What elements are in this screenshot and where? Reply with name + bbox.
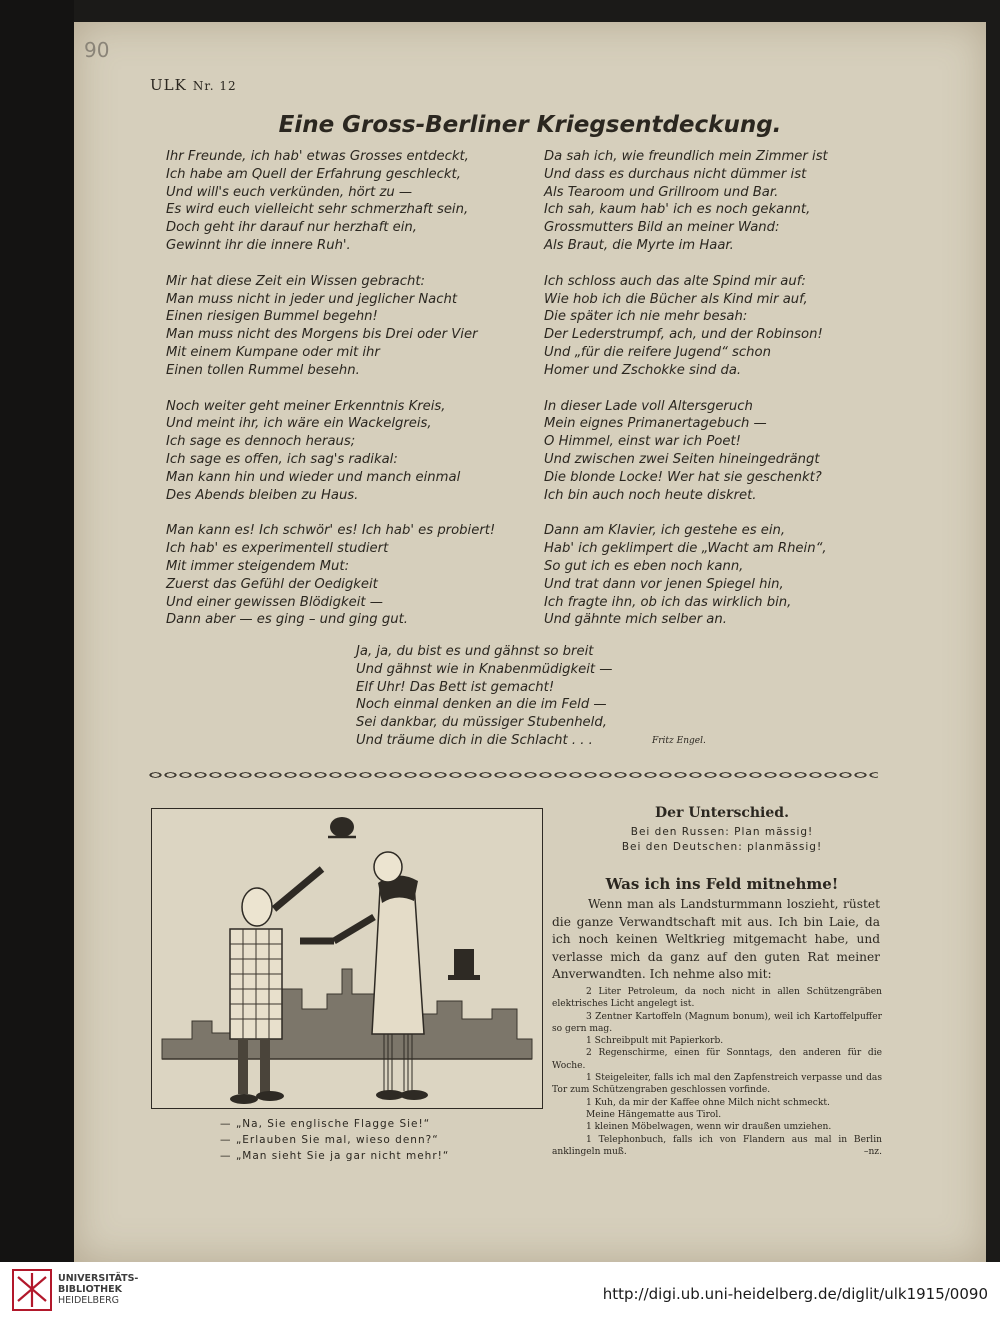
article-signature: –nz.: [863, 1146, 882, 1157]
page-header: [150, 76, 237, 94]
poem-line: Und träume dich in die Schlacht . . .: [356, 732, 593, 748]
poem-line: Und meint ihr, ich wäre ein Wackelgreis,: [166, 416, 432, 432]
issue-number: Nr. 12: [192, 79, 237, 93]
ornamental-divider: [148, 770, 878, 780]
poem-line: Doch geht ihr darauf nur herzhaft ein,: [166, 220, 417, 236]
poem-stanza: [166, 398, 495, 505]
poem-line: Hab' ich geklimpert die „Wacht am Rhein“,: [544, 541, 827, 557]
source-url-link[interactable]: http://digi.ub.uni-heidelberg.de/diglit/ulk1915/0090: [602, 1285, 988, 1303]
cartoon-drawing: [152, 809, 542, 1108]
poem-line: Man kann es! Ich schwör' es! Ich hab' es probiert!: [166, 523, 496, 539]
pencil-page-number: 90: [84, 38, 110, 62]
poem-line: Und will's euch verkünden, hört zu —: [166, 184, 413, 200]
list-item: 3 Zentner Kartoffeln (Magnum bonum), weil ich Kartoffelpuffer so gern mag.: [552, 1011, 882, 1034]
list-item: 1 Steigeleiter, falls ich mal den Zapfenstreich verpasse und das Tor zum Schützengraben geschlossen vorfinde.: [552, 1073, 882, 1096]
poem-stanza: [544, 148, 828, 255]
magazine-name: ULK: [150, 76, 187, 94]
poem-line: Einen riesigen Bummel begehn!: [166, 309, 378, 325]
poem-line: In dieser Lade voll Altersgeruch: [544, 398, 753, 414]
poem-line: Es wird euch vielleicht sehr schmerzhaft sein,: [166, 202, 469, 218]
poem-line: Sei dankbar, du müssiger Stubenheld,: [356, 715, 607, 731]
poem-line: Gewinnt ihr die innere Ruh'.: [166, 237, 351, 253]
caption-line: — „Na, Sie englische Flagge Sie!“: [220, 1118, 431, 1130]
list-item: 1 Schreibpult mit Papierkorb.: [586, 1036, 724, 1047]
poem-line: Ich schloss auch das alte Spind mir auf:: [544, 273, 806, 289]
poem-line: Dann aber — es ging – und ging gut.: [166, 612, 408, 628]
poem-line: Ich sage es offen, ich sag's radikal:: [166, 451, 398, 467]
poem-line: Homer und Zschokke sind da.: [544, 362, 742, 378]
poem-line: Man kann hin und wieder und manch einmal: [166, 469, 461, 485]
list-item: 1 Telephonbuch, falls ich von Flandern aus mal in Berlin anklingeln muß. –nz.: [552, 1134, 882, 1157]
poem-author: Fritz Engel.: [652, 736, 706, 746]
poem-line: Grossmutters Bild an meiner Wand:: [544, 220, 780, 236]
poem-stanza: [544, 398, 828, 505]
poem-stanza: [544, 273, 828, 380]
poem-line: Die blonde Locke! Wer hat sie geschenkt?: [544, 469, 822, 485]
caption-line: — „Erlauben Sie mal, wieso denn?“: [220, 1134, 439, 1146]
list-item: 1 kleinen Möbelwagen, wenn wir draußen umziehen.: [586, 1122, 832, 1133]
scan-background-left: [0, 0, 74, 1262]
cartoon-caption: [220, 1116, 449, 1164]
poem-line: Ich hab' es experimentell studiert: [166, 541, 389, 557]
poem-line: Mir hat diese Zeit ein Wissen gebracht:: [166, 273, 425, 289]
poem-line: Da sah ich, wie freundlich mein Zimmer ist: [544, 149, 828, 164]
poem-line: Und gähnst wie in Knabenmüdigkeit —: [356, 661, 613, 677]
poem-stanza: [166, 522, 495, 629]
list-item: 1 Kuh, da mir der Kaffee ohne Milch nicht schmeckt.: [586, 1097, 830, 1108]
was-ich-list: [552, 986, 882, 1158]
poem-line: Und zwischen zwei Seiten hineingedrängt: [544, 451, 820, 467]
library-line-2: BIBLIOTHEK: [58, 1284, 122, 1295]
poem-line: Die später ich nie mehr besah:: [544, 309, 748, 325]
poem-line: Zuerst das Gefühl der Oedigkeit: [166, 576, 378, 592]
unterschied-title: Der Unterschied.: [655, 805, 789, 821]
library-line-1: UNIVERSITÄTS-: [58, 1273, 139, 1284]
poem-line: Und trat dann vor jenen Spiegel hin,: [544, 576, 784, 592]
poem-line: Man muss nicht in jeder und jeglicher Nacht: [166, 291, 458, 307]
was-ich-title: Was ich ins Feld mitnehme!: [605, 875, 839, 893]
poem-left-column: [166, 148, 495, 647]
list-item: Meine Hängematte aus Tirol.: [586, 1109, 722, 1120]
list-item: 2 Liter Petroleum, da noch nicht in allen Schützengräben elektrisches Licht angelegt ist.: [552, 987, 882, 1010]
poem-line: Ich sah, kaum hab' ich es noch gekannt,: [544, 202, 811, 218]
poem-line: Wie hob ich die Bücher als Kind mir auf,: [544, 291, 808, 307]
poem-line: Ich fragte ihn, ob ich das wirklich bin,: [544, 594, 792, 610]
poem-line: Als Tearoom und Grillroom und Bar.: [544, 184, 779, 200]
cartoon-illustration: [151, 808, 543, 1109]
poem-line: Mit einem Kumpane oder mit ihr: [166, 344, 380, 360]
university-library-logo: [12, 1269, 52, 1315]
caption-line: — „Man sieht Sie ja gar nicht mehr!“: [220, 1150, 450, 1162]
poem-right-column: [544, 148, 828, 647]
poem-line: Ich bin auch noch heute diskret.: [544, 487, 757, 503]
poem-stanza: [166, 148, 495, 255]
poem-line: So gut ich es eben noch kann,: [544, 558, 744, 574]
poem-line: Ja, ja, du bist es und gähnst so breit: [356, 644, 594, 659]
poem-line: Noch weiter geht meiner Erkenntnis Kreis,: [166, 398, 446, 414]
list-item: 2 Regenschirme, einen für Sonntags, den anderen für die Woche.: [552, 1048, 882, 1071]
library-name: [58, 1273, 138, 1306]
poem-line: Mit immer steigendem Mut:: [166, 558, 350, 574]
poem-line: Und dass es durchaus nicht dümmer ist: [544, 166, 807, 182]
poem-line: Und gähnte mich selber an.: [544, 612, 727, 628]
poem-line: Und „für die reifere Jugend“ schon: [544, 344, 771, 360]
poem-line: O Himmel, einst war ich Poet!: [544, 434, 741, 450]
poem-final-stanza: [356, 643, 612, 750]
poem-line: Und einer gewissen Blödigkeit —: [166, 594, 383, 610]
poem-line: Noch einmal denken an die im Feld —: [356, 697, 607, 713]
poem-line: Als Braut, die Myrte im Haar.: [544, 237, 734, 253]
poem-line: Des Abends bleiben zu Haus.: [166, 487, 359, 503]
poem-line: Ihr Freunde, ich hab' etwas Grosses entdeckt,: [166, 149, 469, 164]
poem-line: Dann am Klavier, ich gestehe es ein,: [544, 523, 786, 539]
poem-line: Man muss nicht des Morgens bis Drei oder Vier: [166, 327, 478, 343]
poem-line: Ich habe am Quell der Erfahrung geschleckt,: [166, 166, 461, 182]
poem-line: Der Lederstrumpf, ach, und der Robinson!: [544, 327, 823, 343]
library-line-3: HEIDELBERG: [58, 1295, 120, 1306]
unterschied-line-1: Bei den Russen: Plan mässig!: [630, 826, 814, 838]
poem-line: Einen tollen Rummel besehn.: [166, 362, 360, 378]
poem-line: Mein eignes Primanertagebuch —: [544, 416, 767, 432]
poem-line: Elf Uhr! Das Bett ist gemacht!: [356, 679, 555, 695]
poem-line: Ich sage es dennoch heraus;: [166, 434, 356, 450]
was-ich-intro: Wenn man als Landsturmmann loszieht, rüstet die ganze Verwandtschaft mit aus. Ich bin Laie, da ich noch keinen Weltkrieg mitgemacht habe, und verlasse mich da ganz auf den guten Rat meiner Anverwandten. Ich nehme also mit:: [552, 897, 880, 981]
poem-title: Eine Gross-Berliner Kriegsentdeckung.: [278, 112, 782, 138]
poem-stanza: [544, 522, 828, 629]
poem-stanza: [166, 273, 495, 380]
unterschied-line-2: Bei den Deutschen: planmässig!: [621, 841, 823, 853]
ub-logo-icon: [12, 1269, 52, 1311]
